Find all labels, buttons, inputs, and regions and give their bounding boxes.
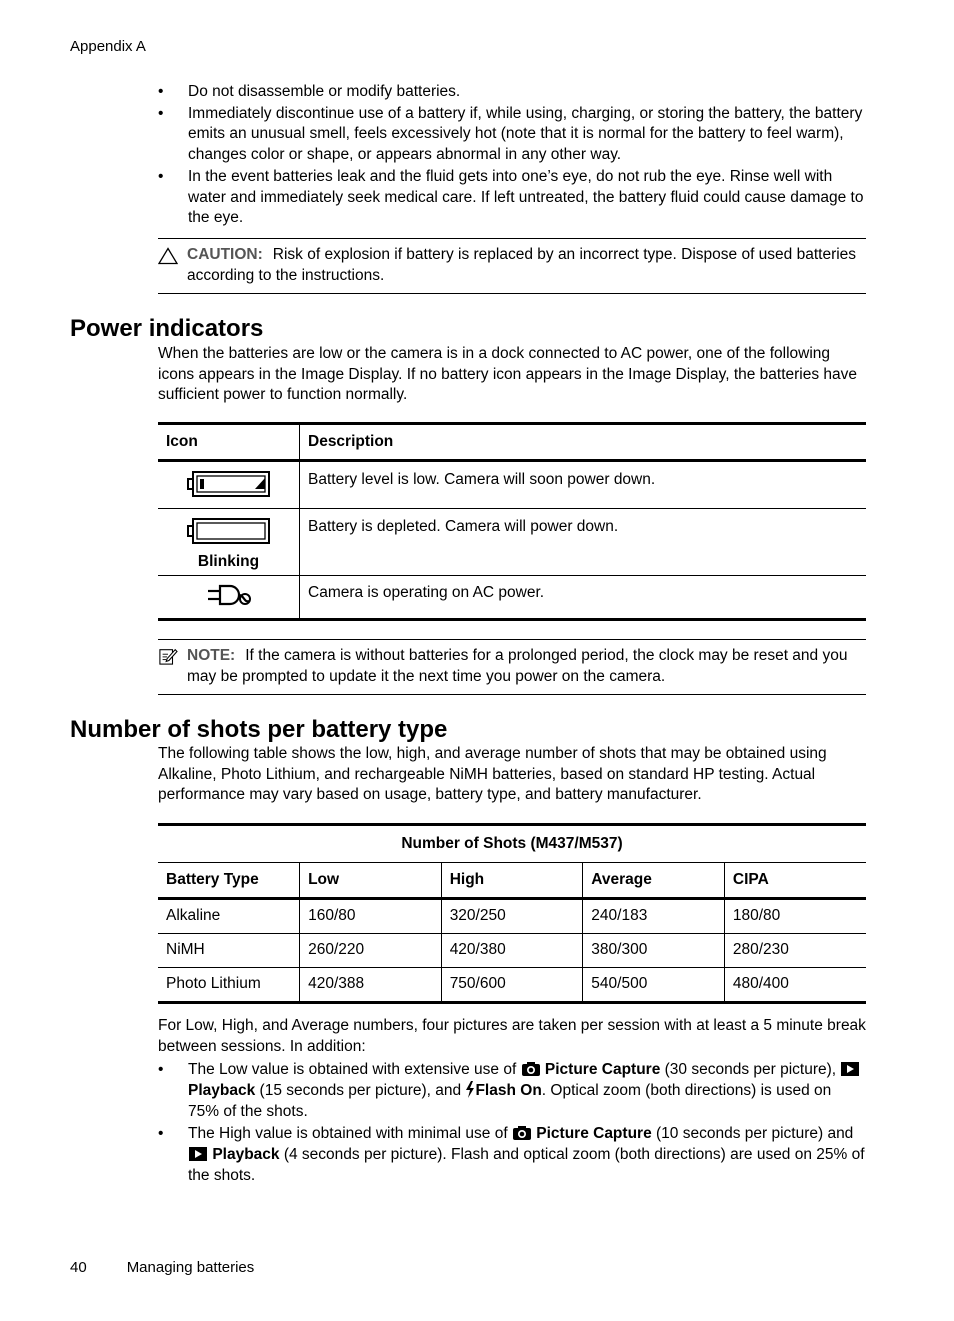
caution-box <box>158 238 866 294</box>
list-item: • In the event batteries leak and the fluid gets into one’s eye, do not rub the eye. Rinse well with water and immediately seek medical care. If left untreated, the battery fluid could cause damage to the eye. <box>158 167 864 227</box>
page-footer <box>70 1258 254 1279</box>
table-row <box>158 576 866 620</box>
table-row <box>158 899 866 934</box>
note-text: If the camera is without batteries for a prolonged period, the clock may be reset and you may be prompted to update it the next time you power on the camera. <box>187 647 848 685</box>
bullet-marker: • <box>158 104 164 122</box>
table-cell: 280/230 <box>724 934 866 968</box>
page-number: 40 <box>70 1259 87 1276</box>
power-indicators-table <box>158 422 866 621</box>
camera-icon <box>512 1125 532 1141</box>
table-cell: 240/183 <box>583 899 725 934</box>
table-cell: 160/80 <box>300 899 442 934</box>
shots-intro: The following table shows the low, high, and average number of shots that may be obtained using Alkaline, Photo Lithium, and rechargeable NiMH batteries, based on standard HP testing. Actual performance may vary based on usage, battery type, and battery manufacturer. <box>158 745 827 804</box>
heading-number-of-shots: Number of shots per battery type <box>70 716 448 743</box>
note-box <box>158 639 866 695</box>
footer-section-title: Managing batteries <box>126 1259 255 1276</box>
table-caption: Number of Shots (M437/M537) <box>158 825 866 863</box>
column-header-average: Average <box>583 863 725 899</box>
warning-triangle-icon <box>158 247 178 265</box>
column-header-low: Low <box>300 863 442 899</box>
table-cell: NiMH <box>158 934 300 968</box>
column-header-cipa: CIPA <box>724 863 866 899</box>
shots-table <box>158 823 866 1004</box>
list-item: • Do not disassemble or modify batteries. <box>158 82 866 103</box>
table-cell: 180/80 <box>724 899 866 934</box>
table-row <box>158 934 866 968</box>
column-header-high: High <box>441 863 583 899</box>
playback-icon <box>188 1146 208 1162</box>
caution-text: Risk of explosion if battery is replaced by an incorrect type. Dispose of used batteries according to the instructions. <box>187 246 857 284</box>
row-description: Camera is operating on AC power. <box>300 576 867 620</box>
table-row <box>158 461 866 509</box>
table-cell: 420/380 <box>441 934 583 968</box>
ac-power-icon <box>206 583 252 607</box>
bullet-marker: • <box>158 83 164 100</box>
column-header-icon: Icon <box>158 424 300 461</box>
running-header: Appendix A <box>70 38 146 55</box>
battery-low-icon <box>187 470 271 498</box>
row-description: Battery is depleted. Camera will power down. <box>300 509 867 576</box>
blinking-label: Blinking <box>197 552 260 570</box>
list-item: • The High value is obtained with minimal use of Picture Capture (10 seconds per picture) and Playback (4 seconds per picture). Flash and optical zoom (both directions) are used on 25% of the shots. <box>158 1125 865 1184</box>
list-item: • The Low value is obtained with extensive use of Picture Capture (30 seconds per picture), Playback (15 seconds per picture), and Flash On. Optical zoom (both directions) is used on 75% of the shots. <box>158 1059 866 1122</box>
bullet-marker: • <box>158 167 164 185</box>
shots-bullet-list <box>158 1059 866 1187</box>
power-indicators-intro: When the batteries are low or the camera is in a dock connected to AC power, one of the following icons appears in the Image Display. If no battery icon appears in the Image Display, the batteries have sufficient power to function normally. <box>158 345 858 404</box>
row-description: Battery level is low. Camera will soon power down. <box>300 461 867 509</box>
table-cell: 420/388 <box>300 968 442 1003</box>
table-row <box>158 509 866 576</box>
playback-icon <box>840 1061 860 1077</box>
column-header-description: Description <box>300 424 867 461</box>
bullet-marker: • <box>158 1061 164 1078</box>
note-label: NOTE: <box>187 647 236 664</box>
note-pencil-icon <box>158 647 178 665</box>
column-header-battery-type: Battery Type <box>158 863 300 899</box>
camera-icon <box>521 1061 541 1077</box>
shots-explanation: For Low, High, and Average numbers, four pictures are taken per session with at least a 5 minute break between sessions. In addition: <box>158 1017 866 1055</box>
battery-empty-icon <box>187 517 271 545</box>
list-item: • Immediately discontinue use of a battery if, while using, charging, or storing the battery, the battery emits an unusual smell, feels excessively hot (note that it is normal for the battery to feel warm), changes color or shape, or appears abnormal in any other way. <box>158 104 863 164</box>
table-cell: 480/400 <box>724 968 866 1003</box>
table-cell: 320/250 <box>441 899 583 934</box>
safety-bullet-list <box>158 82 866 230</box>
flash-icon <box>465 1081 475 1098</box>
caution-label: CAUTION: <box>187 246 263 263</box>
table-cell: Alkaline <box>158 899 300 934</box>
table-row <box>158 968 866 1003</box>
table-cell: 540/500 <box>583 968 725 1003</box>
table-cell: Photo Lithium <box>166 975 261 993</box>
table-cell: 750/600 <box>441 968 583 1003</box>
bullet-marker: • <box>158 1125 164 1142</box>
table-cell: 260/220 <box>300 934 442 968</box>
heading-power-indicators: Power indicators <box>70 315 264 342</box>
table-cell: 380/300 <box>583 934 725 968</box>
